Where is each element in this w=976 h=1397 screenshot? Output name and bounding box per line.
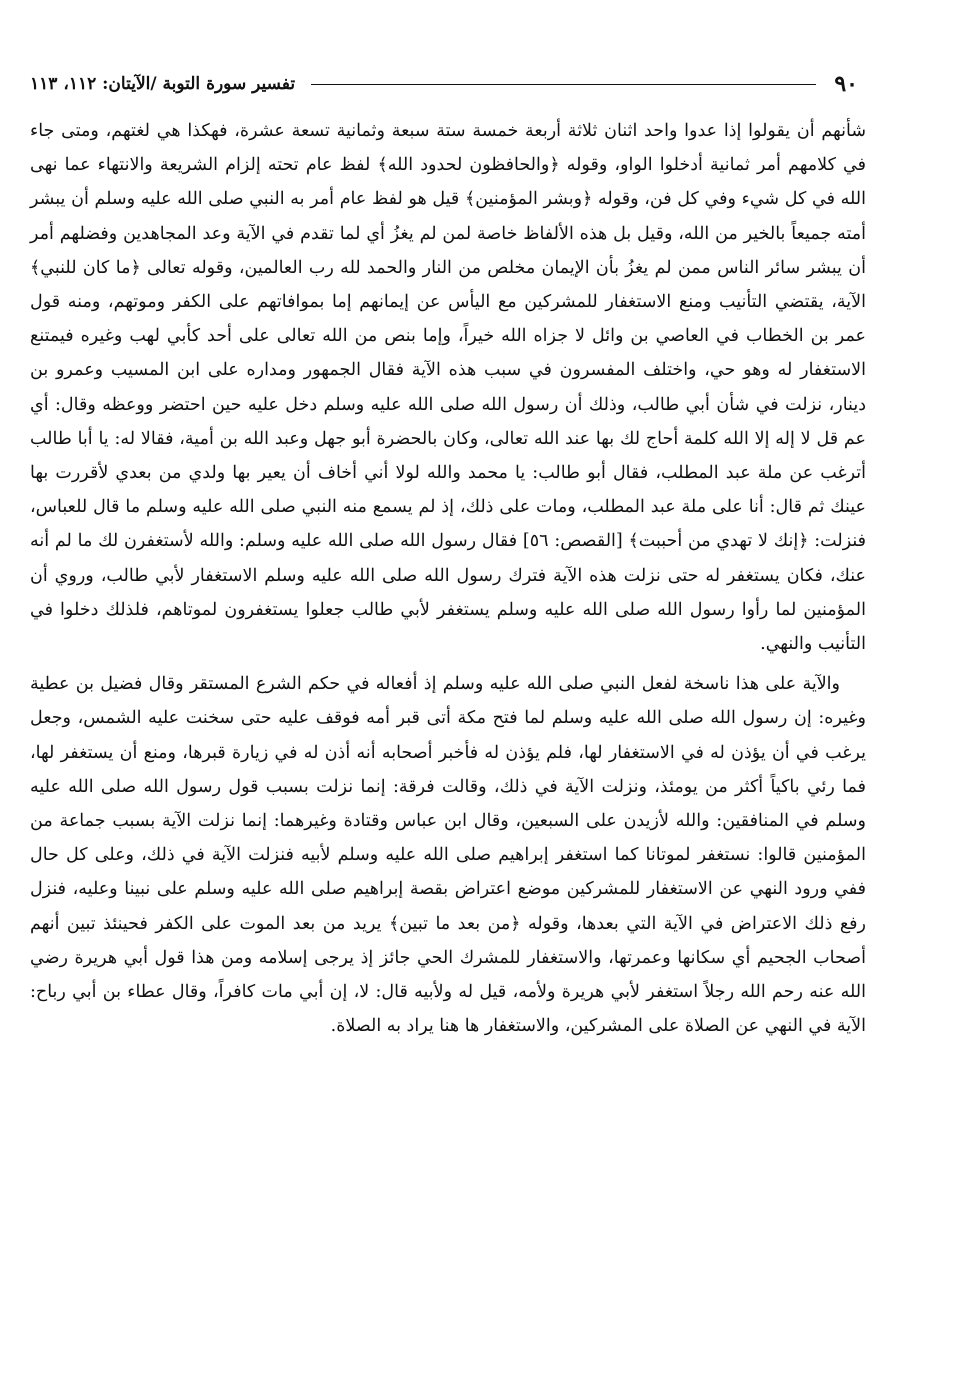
running-title: تفسير سورة التوبة /الآيتان: ١١٢، ١١٣	[30, 74, 296, 94]
page-body	[30, 114, 866, 1043]
page-number: ٩٠	[834, 71, 858, 97]
header-rule	[311, 84, 816, 85]
paragraph-2: والآية على هذا ناسخة لفعل النبي صلى الله عليه وسلم إذ أفعاله في حكم الشرع المستقر وقال فضيل بن عطية وغيره: إن رسول الله صلى الله عليه وسلم لما فتح مكة أتى قبر أمه فوقف عليه حتى سخنت عليه الشمس، وجعل يرغب في أن يؤذن له في الاستغفار لها، فلم يؤذن له فأخبر أصحابه أنه أذن له في زيارة قبرها، ومنع أن يستغفر لها، فما رئي باكياً أكثر من يومئذ، ونزلت الآية في ذلك، وقالت فرقة: إنما نزلت بسبب قول رسول الله صلى الله عليه وسلم في المنافقين: والله لأزيدن على السبعين، وقال ابن عباس وقتادة وغيرهما: إنما نزلت الآية بسبب جماعة من المؤمنين قالوا: نستغفر لموتانا كما استغفر إبراهيم صلى الله عليه وسلم لأبيه فنزلت الآية في ذلك، وعلى كل حال ففي ورود النهي عن الاستغفار للمشركين موضع اعتراض بقصة إبراهيم صلى الله عليه وسلم على نبينا وعليه، فنزل رفع ذلك الاعتراض في الآية التي بعدها، وقوله ﴿من بعد ما تبين﴾ يريد من بعد الموت على الكفر فحينئذ تبين أنهم أصحاب الجحيم أي سكانها وعمرتها، والاستغفار للمشرك الحي جائز إذ يرجى إسلامه ومن هذا قول أبي هريرة رضي الله عنه رحم الله رجلاً استغفر لأبي هريرة ولأمه، قيل له ولأبيه قال: لا، إن أبي مات كافراً، وقال عطاء بن أبي رباح: الآية في النهي عن الصلاة على المشركين، والاستغفار ها هنا يراد به الصلاة.	[30, 674, 866, 1037]
paragraph-1: شأنهم أن يقولوا إذا عدوا واحد اثنان ثلاثة أربعة خمسة ستة سبعة وثمانية تسعة عشرة، فهكذا هي لغتهم، ومتى جاء في كلامهم أمر ثمانية أدخلوا الواو، وقوله ﴿والحافظون لحدود الله﴾ لفظ عام تحته إلزام الشريعة والانتهاء عما نهى الله في كل شيء وفي كل فن، وقوله ﴿وبشر المؤمنين﴾ قيل هو لفظ عام أمر به النبي صلى الله عليه وسلم أن يبشر أمته جميعاً بالخير من الله، وقيل بل هذه الألفاظ خاصة لمن لم يغزُ أي لما تقدم في الآية وعد المجاهدين وفضلهم أمر أن يبشر سائر الناس ممن لم يغزُ بأن الإيمان مخلص من النار والحمد لله رب العالمين، وقوله تعالى ﴿ما كان للنبي﴾ الآية، يقتضي التأنيب ومنع الاستغفار للمشركين مع اليأس عن إيمانهم إما بموافاتهم على الكفر وموتهم، ومنه قول عمر بن الخطاب في العاصي بن وائل لا جزاه الله خيراً، وإما بنص من الله تعالى على أحد كأبي لهب وغيره فيمتنع الاستغفار له وهو حي، واختلف المفسرون في سبب هذه الآية فقال الجمهور ومداره على ابن المسيب وعمرو بن دينار، نزلت في شأن أبي طالب، وذلك أن رسول الله صلى الله عليه وسلم دخل عليه حين احتضر ووعظه وقال: أي عم قل لا إله إلا الله كلمة أحاج لك بها عند الله تعالى، وكان بالحضرة أبو جهل وعبد الله بن أمية، فقالا له: يا أبا طالب أترغب عن ملة عبد المطلب، فقال أبو طالب: يا محمد والله لولا أني أخاف أن يعير بها ولدي من بعدي لأقررت بها عينك ثم قال: أنا على ملة عبد المطلب، ومات على ذلك، إذ لم يسمع منه النبي صلى الله عليه وسلم ما قال للعباس، فنزلت: ﴿إنك لا تهدي من أحببت﴾ [القصص: ٥٦] فقال رسول الله صلى الله عليه وسلم: والله لأستغفرن لك ما لم أنه عنك، فكان يستغفر له حتى نزلت هذه الآية فترك رسول الله صلى الله عليه وسلم الاستغفار لأبي طالب، وروي أن المؤمنين لما رأوا رسول الله صلى الله عليه وسلم يستغفر لأبي طالب جعلوا يستغفرون لموتاهم، فلذلك دخلوا في التأنيب والنهي.	[30, 121, 866, 655]
page-header	[30, 62, 858, 106]
